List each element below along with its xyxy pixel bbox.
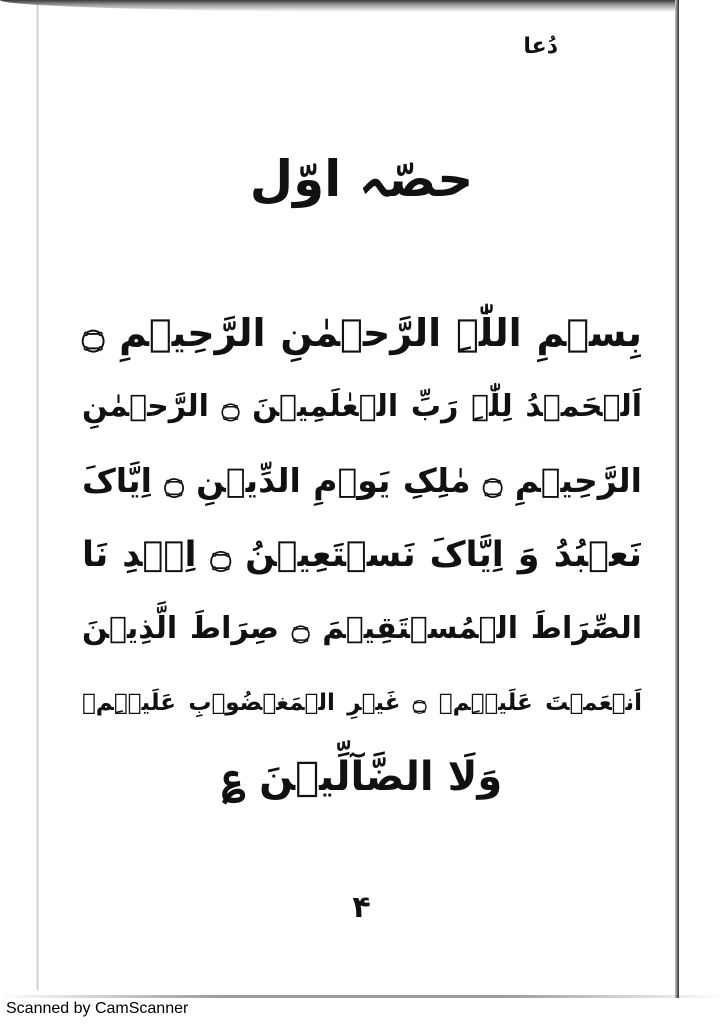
- verse-line-1: بِسۡمِ اللّٰہِ الرَّحۡمٰنِ الرَّحِیۡمِ ۝: [82, 311, 642, 355]
- verse-line-3: الرَّحِیۡمِ ۝ مٰلِکِ یَوۡمِ الدِّیۡنِ ۝ اِیَّاکَ: [82, 461, 642, 500]
- camscanner-watermark: Scanned by CamScanner: [6, 1000, 189, 1017]
- scan-shadow-left: [36, 0, 39, 990]
- surah-fatiha-text: [82, 296, 642, 814]
- scan-shadow-top: [0, 0, 723, 12]
- verse-line-2: اَلۡحَمۡدُ لِلّٰہِ رَبِّ الۡعٰلَمِیۡنَ ۝ الرَّحۡمٰنِ: [82, 389, 642, 424]
- running-head: دُعا: [523, 34, 558, 59]
- section-title: حصّہ اوّل: [249, 150, 474, 208]
- page-number: ۴: [352, 890, 371, 925]
- verse-line-7: وَلَا الضَّآلِّیۡنَ ؏: [221, 754, 503, 800]
- verse-line-6: اَنۡعَمۡتَ عَلَیۡہِمۡ ۝ غَیۡرِ الۡمَغۡضُوۡبِ عَلَیۡہِمۡ: [82, 690, 642, 716]
- verse-line-4: نَعۡبُدُ وَ اِیَّاکَ نَسۡتَعِیۡنُ ۝ اِہۡدِ نَا: [82, 535, 642, 575]
- verse-line-5: الصِّرَاطَ الۡمُسۡتَقِیۡمَ ۝ صِرَاطَ الَّذِیۡنَ: [82, 611, 643, 646]
